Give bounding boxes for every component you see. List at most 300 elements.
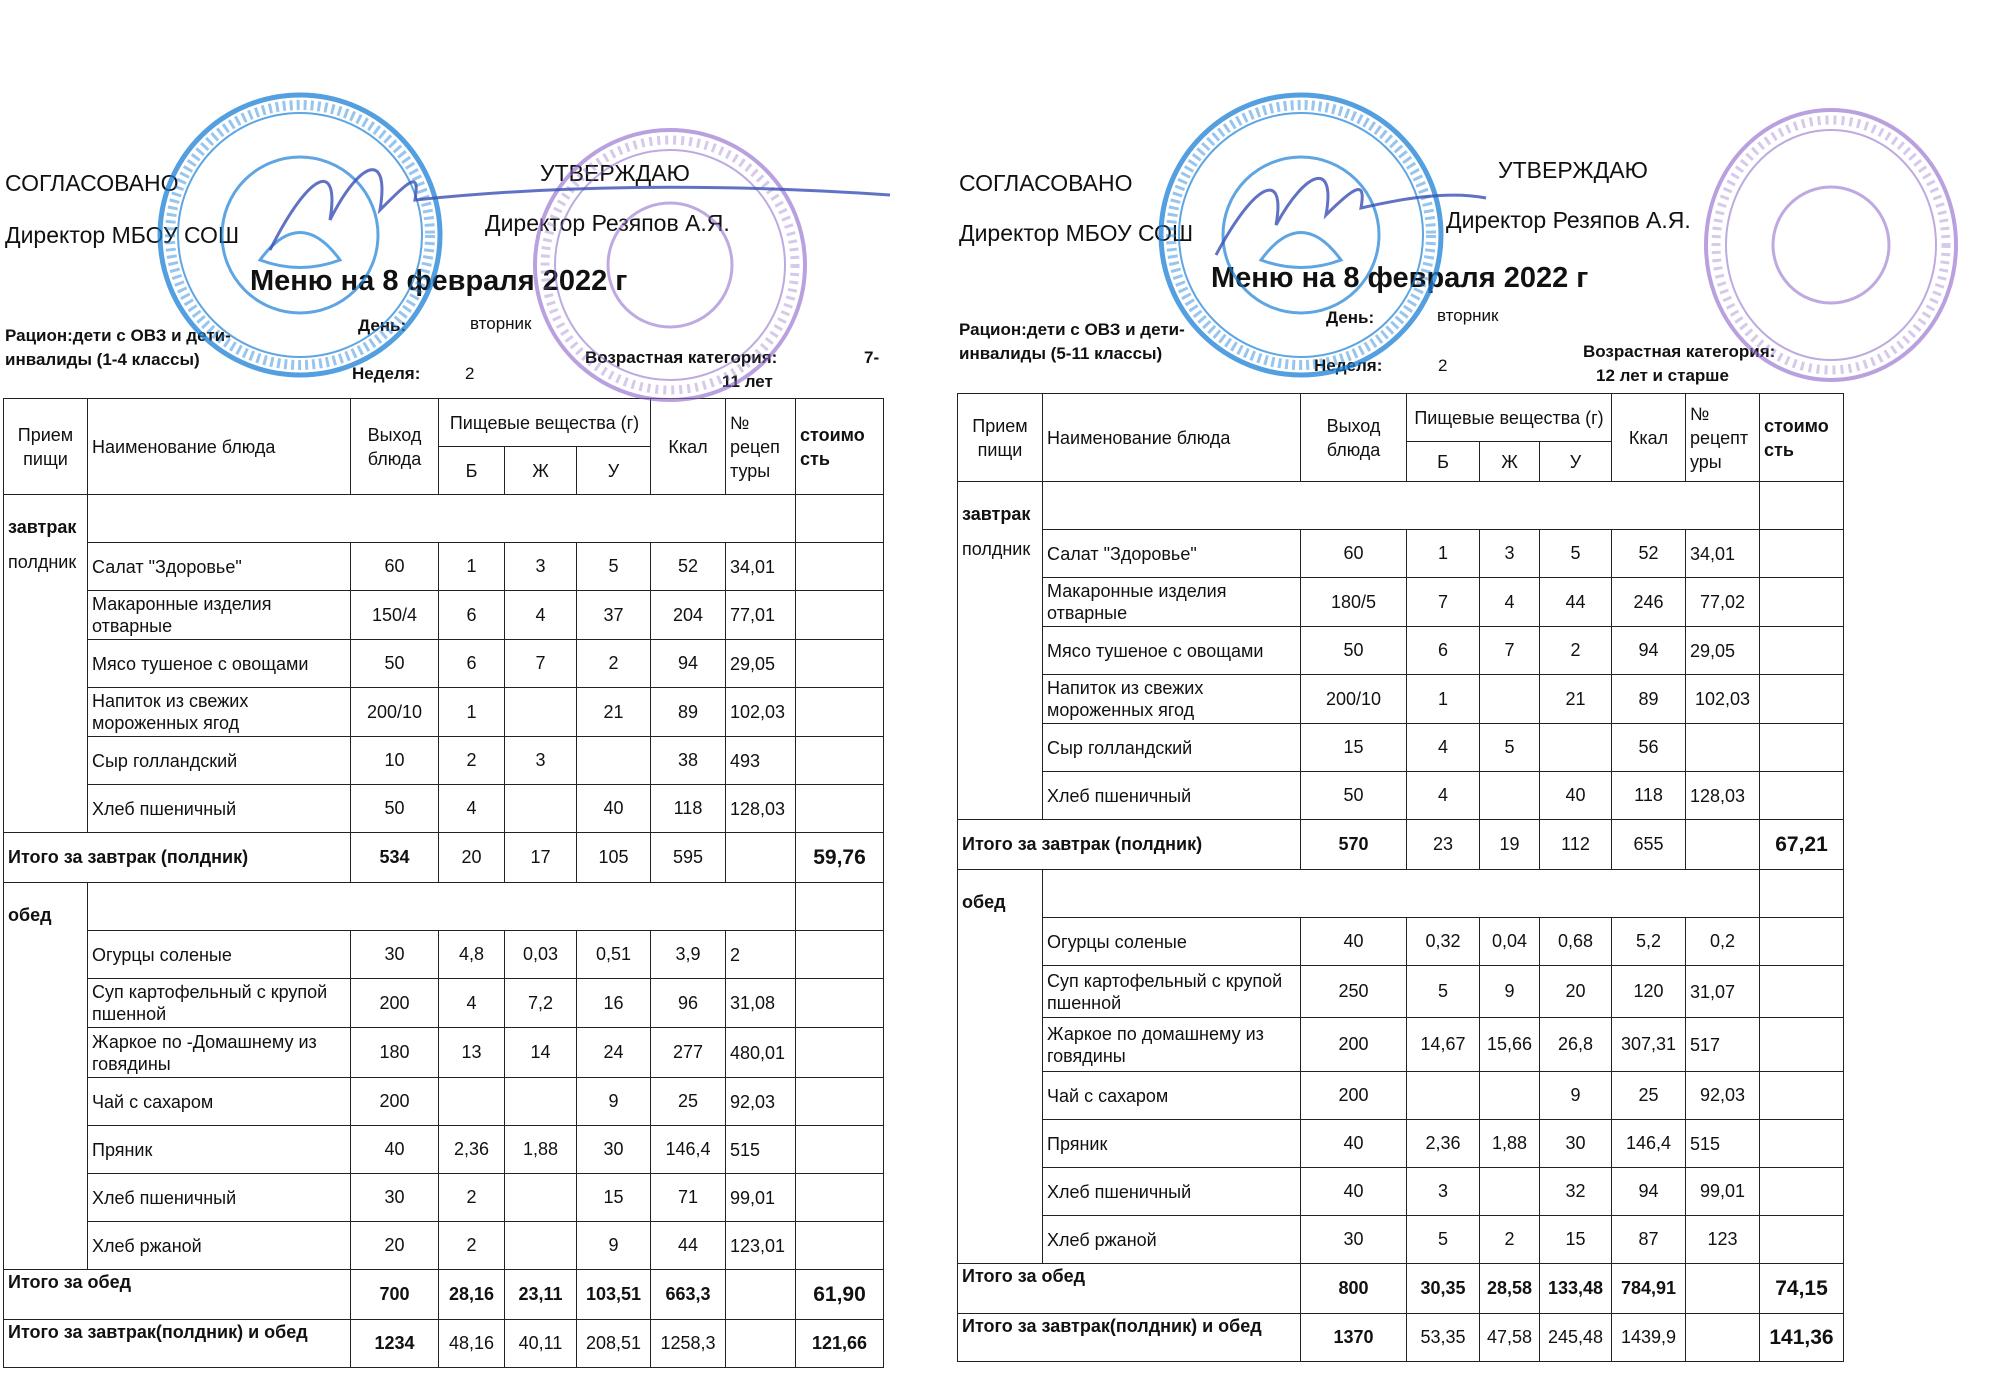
dish-cost <box>1760 1168 1844 1216</box>
age-category-label: Возрастная категория: <box>585 348 778 367</box>
category-spacer-cost <box>796 883 884 931</box>
dish-cost <box>1760 530 1844 578</box>
header-nutrients: Пищевые вещества (г) <box>1407 394 1612 442</box>
dish-cost <box>796 737 884 785</box>
dish-carbs: 2 <box>1540 627 1612 675</box>
dish-protein: 6 <box>439 640 505 688</box>
dish-yield: 50 <box>351 640 439 688</box>
dish-carbs: 44 <box>1540 578 1612 627</box>
agreed-label: СОГЛАСОВАНО <box>959 170 1133 196</box>
dish-fat <box>505 785 577 833</box>
total-fat: 19 <box>1480 820 1540 870</box>
table-row <box>4 785 884 833</box>
category-spacer <box>88 883 796 931</box>
director-name-label: Директор Резяпов А.Я. <box>1446 207 1691 233</box>
approve-label: УТВЕРЖДАЮ <box>540 160 690 186</box>
table-row <box>958 1168 1844 1216</box>
header-kcal: Ккал <box>651 399 726 495</box>
dish-name: Салат "Здоровье" <box>1043 530 1301 578</box>
dish-fat <box>505 1174 577 1222</box>
week-value: 2 <box>1438 356 1448 375</box>
dish-protein: 6 <box>1407 627 1480 675</box>
table-row <box>4 979 884 1028</box>
dish-protein: 0,32 <box>1407 918 1480 966</box>
ration-line-1: Рацион:дети с ОВЗ и дети- <box>959 320 1185 339</box>
dish-fat: 14 <box>505 1028 577 1078</box>
header-protein: Б <box>1407 442 1480 482</box>
dish-cost <box>796 1126 884 1174</box>
dish-cost <box>1760 724 1844 772</box>
dish-recipe: 92,03 <box>1686 1072 1760 1120</box>
dish-kcal: 94 <box>651 640 726 688</box>
dish-yield: 40 <box>351 1126 439 1174</box>
dish-protein: 1 <box>439 688 505 737</box>
category-spacer-cost <box>796 495 884 543</box>
dish-name: Хлеб ржаной <box>1043 1216 1301 1264</box>
dish-cost <box>796 785 884 833</box>
dish-carbs: 0,51 <box>577 931 651 979</box>
dish-protein: 5 <box>1407 1216 1480 1264</box>
dish-fat: 1,88 <box>505 1126 577 1174</box>
header-dish: Наименование блюда <box>88 399 351 495</box>
category-lunch <box>4 883 88 1270</box>
dish-fat <box>505 1078 577 1126</box>
category-lunch-label: обед <box>8 905 52 925</box>
header-yield: Выход блюда <box>1301 394 1407 482</box>
dish-protein: 3 <box>1407 1168 1480 1216</box>
dish-cost <box>796 688 884 737</box>
dish-name: Огурцы соленые <box>1043 918 1301 966</box>
header-protein: Б <box>439 447 505 495</box>
age-category-label: Возрастная категория: <box>1583 342 1776 361</box>
header-nutrients: Пищевые вещества (г) <box>439 399 651 447</box>
total-kcal: 655 <box>1612 820 1686 870</box>
dish-fat: 5 <box>1480 724 1540 772</box>
total-carbs: 133,48 <box>1540 1264 1612 1314</box>
dish-kcal: 56 <box>1612 724 1686 772</box>
dish-carbs: 32 <box>1540 1168 1612 1216</box>
dish-name: Макаронные изделия отварные <box>1043 578 1301 627</box>
grand-total-fat: 40,11 <box>505 1320 577 1368</box>
table-row <box>4 1222 884 1270</box>
dish-carbs: 21 <box>577 688 651 737</box>
dish-fat: 3 <box>1480 530 1540 578</box>
total-cost: 59,76 <box>796 833 884 883</box>
dish-cost <box>1760 578 1844 627</box>
dish-recipe: 123,01 <box>726 1222 796 1270</box>
dish-recipe: 480,01 <box>726 1028 796 1078</box>
category-snack-label: полдник <box>962 539 1031 559</box>
category-breakfast-label: завтрак <box>962 504 1031 524</box>
header-recipe: № рецепт уры <box>1686 394 1760 482</box>
dish-carbs: 24 <box>577 1028 651 1078</box>
header-carbs: У <box>577 447 651 495</box>
category-lunch <box>958 870 1043 1264</box>
grand-total-yield: 1370 <box>1301 1314 1407 1362</box>
dish-protein: 2 <box>439 737 505 785</box>
ration-line-2: инвалиды (1-4 классы) <box>5 350 200 369</box>
category-spacer <box>1043 870 1760 918</box>
agreed-label: СОГЛАСОВАНО <box>5 170 179 196</box>
dish-carbs: 15 <box>1540 1216 1612 1264</box>
dish-cost <box>1760 1018 1844 1072</box>
dish-recipe: 92,03 <box>726 1078 796 1126</box>
dish-yield: 15 <box>1301 724 1407 772</box>
dish-kcal: 204 <box>651 591 726 640</box>
dish-fat <box>1480 1168 1540 1216</box>
table-row <box>958 1216 1844 1264</box>
dish-carbs: 5 <box>577 543 651 591</box>
category-spacer-cost <box>1760 482 1844 530</box>
dish-yield: 10 <box>351 737 439 785</box>
dish-recipe: 2 <box>726 931 796 979</box>
dish-cost <box>796 591 884 640</box>
dish-name: Суп картофельный с крупой пшенной <box>1043 966 1301 1018</box>
table-row <box>4 737 884 785</box>
dish-yield: 180/5 <box>1301 578 1407 627</box>
dish-cost <box>796 640 884 688</box>
grand-total-protein: 53,35 <box>1407 1314 1480 1362</box>
total-carbs: 105 <box>577 833 651 883</box>
dish-protein: 7 <box>1407 578 1480 627</box>
dish-protein: 4 <box>1407 724 1480 772</box>
dish-yield: 60 <box>351 543 439 591</box>
category-spacer <box>1043 482 1760 530</box>
dish-cost <box>1760 675 1844 724</box>
dish-yield: 150/4 <box>351 591 439 640</box>
dish-protein: 2 <box>439 1222 505 1270</box>
dish-fat: 0,04 <box>1480 918 1540 966</box>
dish-protein: 13 <box>439 1028 505 1078</box>
category-lunch-label: обед <box>962 892 1006 912</box>
table-row <box>958 627 1844 675</box>
dish-fat: 15,66 <box>1480 1018 1540 1072</box>
dish-yield: 50 <box>1301 627 1407 675</box>
lunch-total-row <box>4 1270 884 1320</box>
menu-page-right <box>956 0 1936 1395</box>
header-dish: Наименование блюда <box>1043 394 1301 482</box>
dish-name: Суп картофельный с крупой пшенной <box>88 979 351 1028</box>
breakfast-total-row <box>4 833 884 883</box>
header-fat: Ж <box>505 447 577 495</box>
director-school-label: Директор МБОУ СОШ <box>959 220 1194 246</box>
dish-fat: 1,88 <box>1480 1120 1540 1168</box>
total-yield: 800 <box>1301 1264 1407 1314</box>
dish-yield: 50 <box>1301 772 1407 820</box>
dish-recipe: 31,08 <box>726 979 796 1028</box>
dish-carbs: 0,68 <box>1540 918 1612 966</box>
dish-yield: 200 <box>351 979 439 1028</box>
dish-protein: 2,36 <box>1407 1120 1480 1168</box>
dish-name: Мясо тушеное с овощами <box>88 640 351 688</box>
dish-protein: 14,67 <box>1407 1018 1480 1072</box>
dish-cost <box>1760 772 1844 820</box>
dish-name: Чай с сахаром <box>88 1078 351 1126</box>
approve-label: УТВЕРЖДАЮ <box>1498 157 1648 183</box>
total-cost: 67,21 <box>1760 820 1844 870</box>
total-carbs: 103,51 <box>577 1270 651 1320</box>
age-category-value-b: 12 лет и старше <box>1596 366 1729 385</box>
header-kcal: Ккал <box>1612 394 1686 482</box>
header-meal: Прием пищи <box>958 394 1043 482</box>
dish-yield: 200/10 <box>351 688 439 737</box>
category-snack-label: полдник <box>8 552 77 572</box>
dish-carbs: 16 <box>577 979 651 1028</box>
dish-recipe: 0,2 <box>1686 918 1760 966</box>
dish-recipe: 34,01 <box>726 543 796 591</box>
category-spacer <box>88 495 796 543</box>
dish-carbs: 30 <box>577 1126 651 1174</box>
dish-carbs: 9 <box>577 1078 651 1126</box>
dish-recipe: 99,01 <box>1686 1168 1760 1216</box>
table-row <box>958 724 1844 772</box>
table-row <box>4 1174 884 1222</box>
dish-kcal: 44 <box>651 1222 726 1270</box>
total-yield: 534 <box>351 833 439 883</box>
total-kcal: 784,91 <box>1612 1264 1686 1314</box>
dish-cost <box>796 1028 884 1078</box>
dish-protein: 2,36 <box>439 1126 505 1174</box>
dish-protein: 6 <box>439 591 505 640</box>
grand-total-recipe <box>1686 1314 1760 1362</box>
breakfast-total-row <box>958 820 1844 870</box>
dish-carbs: 20 <box>1540 966 1612 1018</box>
menu-table <box>3 398 884 1368</box>
dish-kcal: 71 <box>651 1174 726 1222</box>
grand-total-carbs: 208,51 <box>577 1320 651 1368</box>
dish-kcal: 89 <box>1612 675 1686 724</box>
dish-cost <box>796 979 884 1028</box>
grand-total-row <box>958 1314 1844 1362</box>
category-spacer-cost <box>1760 870 1844 918</box>
dish-kcal: 87 <box>1612 1216 1686 1264</box>
dish-protein: 4 <box>439 979 505 1028</box>
day-label: День: <box>358 316 407 335</box>
dish-name: Хлеб пшеничный <box>88 1174 351 1222</box>
dish-kcal: 3,9 <box>651 931 726 979</box>
dish-cost <box>796 1174 884 1222</box>
page-title: Меню на 8 февраля 2022 г <box>1211 262 1589 294</box>
dish-name: Салат "Здоровье" <box>88 543 351 591</box>
total-label: Итого за обед <box>958 1264 1301 1314</box>
dish-recipe: 31,07 <box>1686 966 1760 1018</box>
total-recipe <box>726 1270 796 1320</box>
dish-protein: 1 <box>1407 530 1480 578</box>
dish-fat: 3 <box>505 543 577 591</box>
ration-line-2: инвалиды (5-11 классы) <box>959 344 1163 363</box>
dish-protein: 4,8 <box>439 931 505 979</box>
dish-recipe: 515 <box>726 1126 796 1174</box>
table-row <box>958 1072 1844 1120</box>
total-kcal: 663,3 <box>651 1270 726 1320</box>
dish-yield: 50 <box>351 785 439 833</box>
dish-name: Хлеб пшеничный <box>88 785 351 833</box>
dish-name: Мясо тушеное с овощами <box>1043 627 1301 675</box>
dish-kcal: 307,31 <box>1612 1018 1686 1072</box>
total-cost: 74,15 <box>1760 1264 1844 1314</box>
dish-cost <box>1760 1120 1844 1168</box>
total-carbs: 112 <box>1540 820 1612 870</box>
dish-recipe: 77,01 <box>726 591 796 640</box>
header-fat: Ж <box>1480 442 1540 482</box>
dish-carbs: 37 <box>577 591 651 640</box>
header-cost: стоимо сть <box>796 399 884 495</box>
age-category-value-a: 7- <box>864 348 880 367</box>
dish-fat: 9 <box>1480 966 1540 1018</box>
table-row <box>4 543 884 591</box>
dish-carbs: 40 <box>1540 772 1612 820</box>
total-fat: 28,58 <box>1480 1264 1540 1314</box>
page-title: Меню на 8 февраля 2022 г <box>250 265 628 297</box>
dish-yield: 20 <box>351 1222 439 1270</box>
grand-total-cost: 121,66 <box>796 1320 884 1368</box>
dish-name: Пряник <box>1043 1120 1301 1168</box>
table-row <box>958 1120 1844 1168</box>
grand-total-recipe <box>726 1320 796 1368</box>
dish-recipe <box>1686 724 1760 772</box>
dish-cost <box>1760 966 1844 1018</box>
table-row <box>958 966 1844 1018</box>
dish-carbs: 26,8 <box>1540 1018 1612 1072</box>
total-kcal: 595 <box>651 833 726 883</box>
dish-yield: 200/10 <box>1301 675 1407 724</box>
dish-name: Напиток из свежих мороженных ягод <box>88 688 351 737</box>
dish-kcal: 94 <box>1612 1168 1686 1216</box>
total-label: Итого за завтрак (полдник) <box>4 833 351 883</box>
dish-name: Хлеб пшеничный <box>1043 1168 1301 1216</box>
dish-recipe: 34,01 <box>1686 530 1760 578</box>
dish-kcal: 5,2 <box>1612 918 1686 966</box>
header-recipe: № рецеп туры <box>726 399 796 495</box>
dish-kcal: 94 <box>1612 627 1686 675</box>
header-cost: стоимо сть <box>1760 394 1844 482</box>
dish-recipe: 102,03 <box>1686 675 1760 724</box>
category-breakfast <box>4 495 88 833</box>
dish-kcal: 25 <box>1612 1072 1686 1120</box>
dish-recipe: 493 <box>726 737 796 785</box>
week-label: Неделя: <box>1314 356 1383 375</box>
header-meal: Прием пищи <box>4 399 88 495</box>
dish-yield: 200 <box>1301 1072 1407 1120</box>
dish-protein <box>439 1078 505 1126</box>
dish-cost <box>796 1078 884 1126</box>
total-protein: 28,16 <box>439 1270 505 1320</box>
dish-carbs: 2 <box>577 640 651 688</box>
menu-table <box>957 393 1844 1362</box>
grand-total-row <box>4 1320 884 1368</box>
dish-fat: 3 <box>505 737 577 785</box>
dish-kcal: 246 <box>1612 578 1686 627</box>
dish-protein <box>1407 1072 1480 1120</box>
dish-carbs <box>577 737 651 785</box>
dish-kcal: 89 <box>651 688 726 737</box>
dish-protein: 1 <box>1407 675 1480 724</box>
dish-name: Жаркое по -Домашнему из говядины <box>88 1028 351 1078</box>
dish-yield: 30 <box>351 1174 439 1222</box>
dish-carbs: 9 <box>1540 1072 1612 1120</box>
dish-yield: 200 <box>1301 1018 1407 1072</box>
table-row <box>4 591 884 640</box>
director-name-label: Директор Резяпов А.Я. <box>485 210 730 236</box>
dish-recipe: 128,03 <box>1686 772 1760 820</box>
dish-recipe: 29,05 <box>726 640 796 688</box>
total-recipe <box>1686 1264 1760 1314</box>
dish-fat <box>1480 1072 1540 1120</box>
dish-fat: 2 <box>1480 1216 1540 1264</box>
dish-name: Макаронные изделия отварные <box>88 591 351 640</box>
dish-kcal: 96 <box>651 979 726 1028</box>
table-row <box>4 1028 884 1078</box>
table-row <box>4 640 884 688</box>
table-row <box>4 688 884 737</box>
dish-kcal: 38 <box>651 737 726 785</box>
dish-cost <box>1760 627 1844 675</box>
dish-name: Огурцы соленые <box>88 931 351 979</box>
dish-cost <box>796 543 884 591</box>
total-protein: 30,35 <box>1407 1264 1480 1314</box>
day-value: вторник <box>470 314 532 333</box>
grand-total-carbs: 245,48 <box>1540 1314 1612 1362</box>
dish-fat <box>505 688 577 737</box>
week-label: Неделя: <box>352 364 421 383</box>
lunch-total-row <box>958 1264 1844 1314</box>
dish-kcal: 118 <box>1612 772 1686 820</box>
dish-carbs: 15 <box>577 1174 651 1222</box>
dish-cost <box>796 1222 884 1270</box>
dish-name: Сыр голландский <box>1043 724 1301 772</box>
table-row <box>958 772 1844 820</box>
dish-recipe: 29,05 <box>1686 627 1760 675</box>
dish-recipe: 123 <box>1686 1216 1760 1264</box>
dish-kcal: 146,4 <box>651 1126 726 1174</box>
dish-yield: 40 <box>1301 918 1407 966</box>
dish-recipe: 515 <box>1686 1120 1760 1168</box>
grand-total-yield: 1234 <box>351 1320 439 1368</box>
dish-carbs: 9 <box>577 1222 651 1270</box>
dish-yield: 30 <box>1301 1216 1407 1264</box>
total-protein: 23 <box>1407 820 1480 870</box>
dish-carbs <box>1540 724 1612 772</box>
dish-fat: 4 <box>1480 578 1540 627</box>
dish-kcal: 52 <box>1612 530 1686 578</box>
dish-name: Сыр голландский <box>88 737 351 785</box>
dish-yield: 250 <box>1301 966 1407 1018</box>
dish-cost <box>1760 918 1844 966</box>
grand-total-fat: 47,58 <box>1480 1314 1540 1362</box>
dish-fat: 0,03 <box>505 931 577 979</box>
dish-carbs: 5 <box>1540 530 1612 578</box>
round-seal-icon <box>1151 85 1451 385</box>
category-breakfast-label: завтрак <box>8 517 77 537</box>
total-cost: 61,90 <box>796 1270 884 1320</box>
age-category-value-b: 11 лет <box>722 372 773 391</box>
menu-page-left <box>0 0 980 1395</box>
dish-cost <box>1760 1072 1844 1120</box>
dish-fat: 7,2 <box>505 979 577 1028</box>
dish-name: Хлеб ржаной <box>88 1222 351 1270</box>
total-recipe <box>726 833 796 883</box>
ration-line-1: Рацион:дети с ОВЗ и дети- <box>5 326 231 345</box>
dish-protein: 4 <box>1407 772 1480 820</box>
category-breakfast <box>958 482 1043 820</box>
total-yield: 570 <box>1301 820 1407 870</box>
dish-yield: 60 <box>1301 530 1407 578</box>
dish-carbs: 40 <box>577 785 651 833</box>
total-yield: 700 <box>351 1270 439 1320</box>
dish-fat <box>505 1222 577 1270</box>
table-row <box>4 1078 884 1126</box>
dish-fat: 7 <box>1480 627 1540 675</box>
